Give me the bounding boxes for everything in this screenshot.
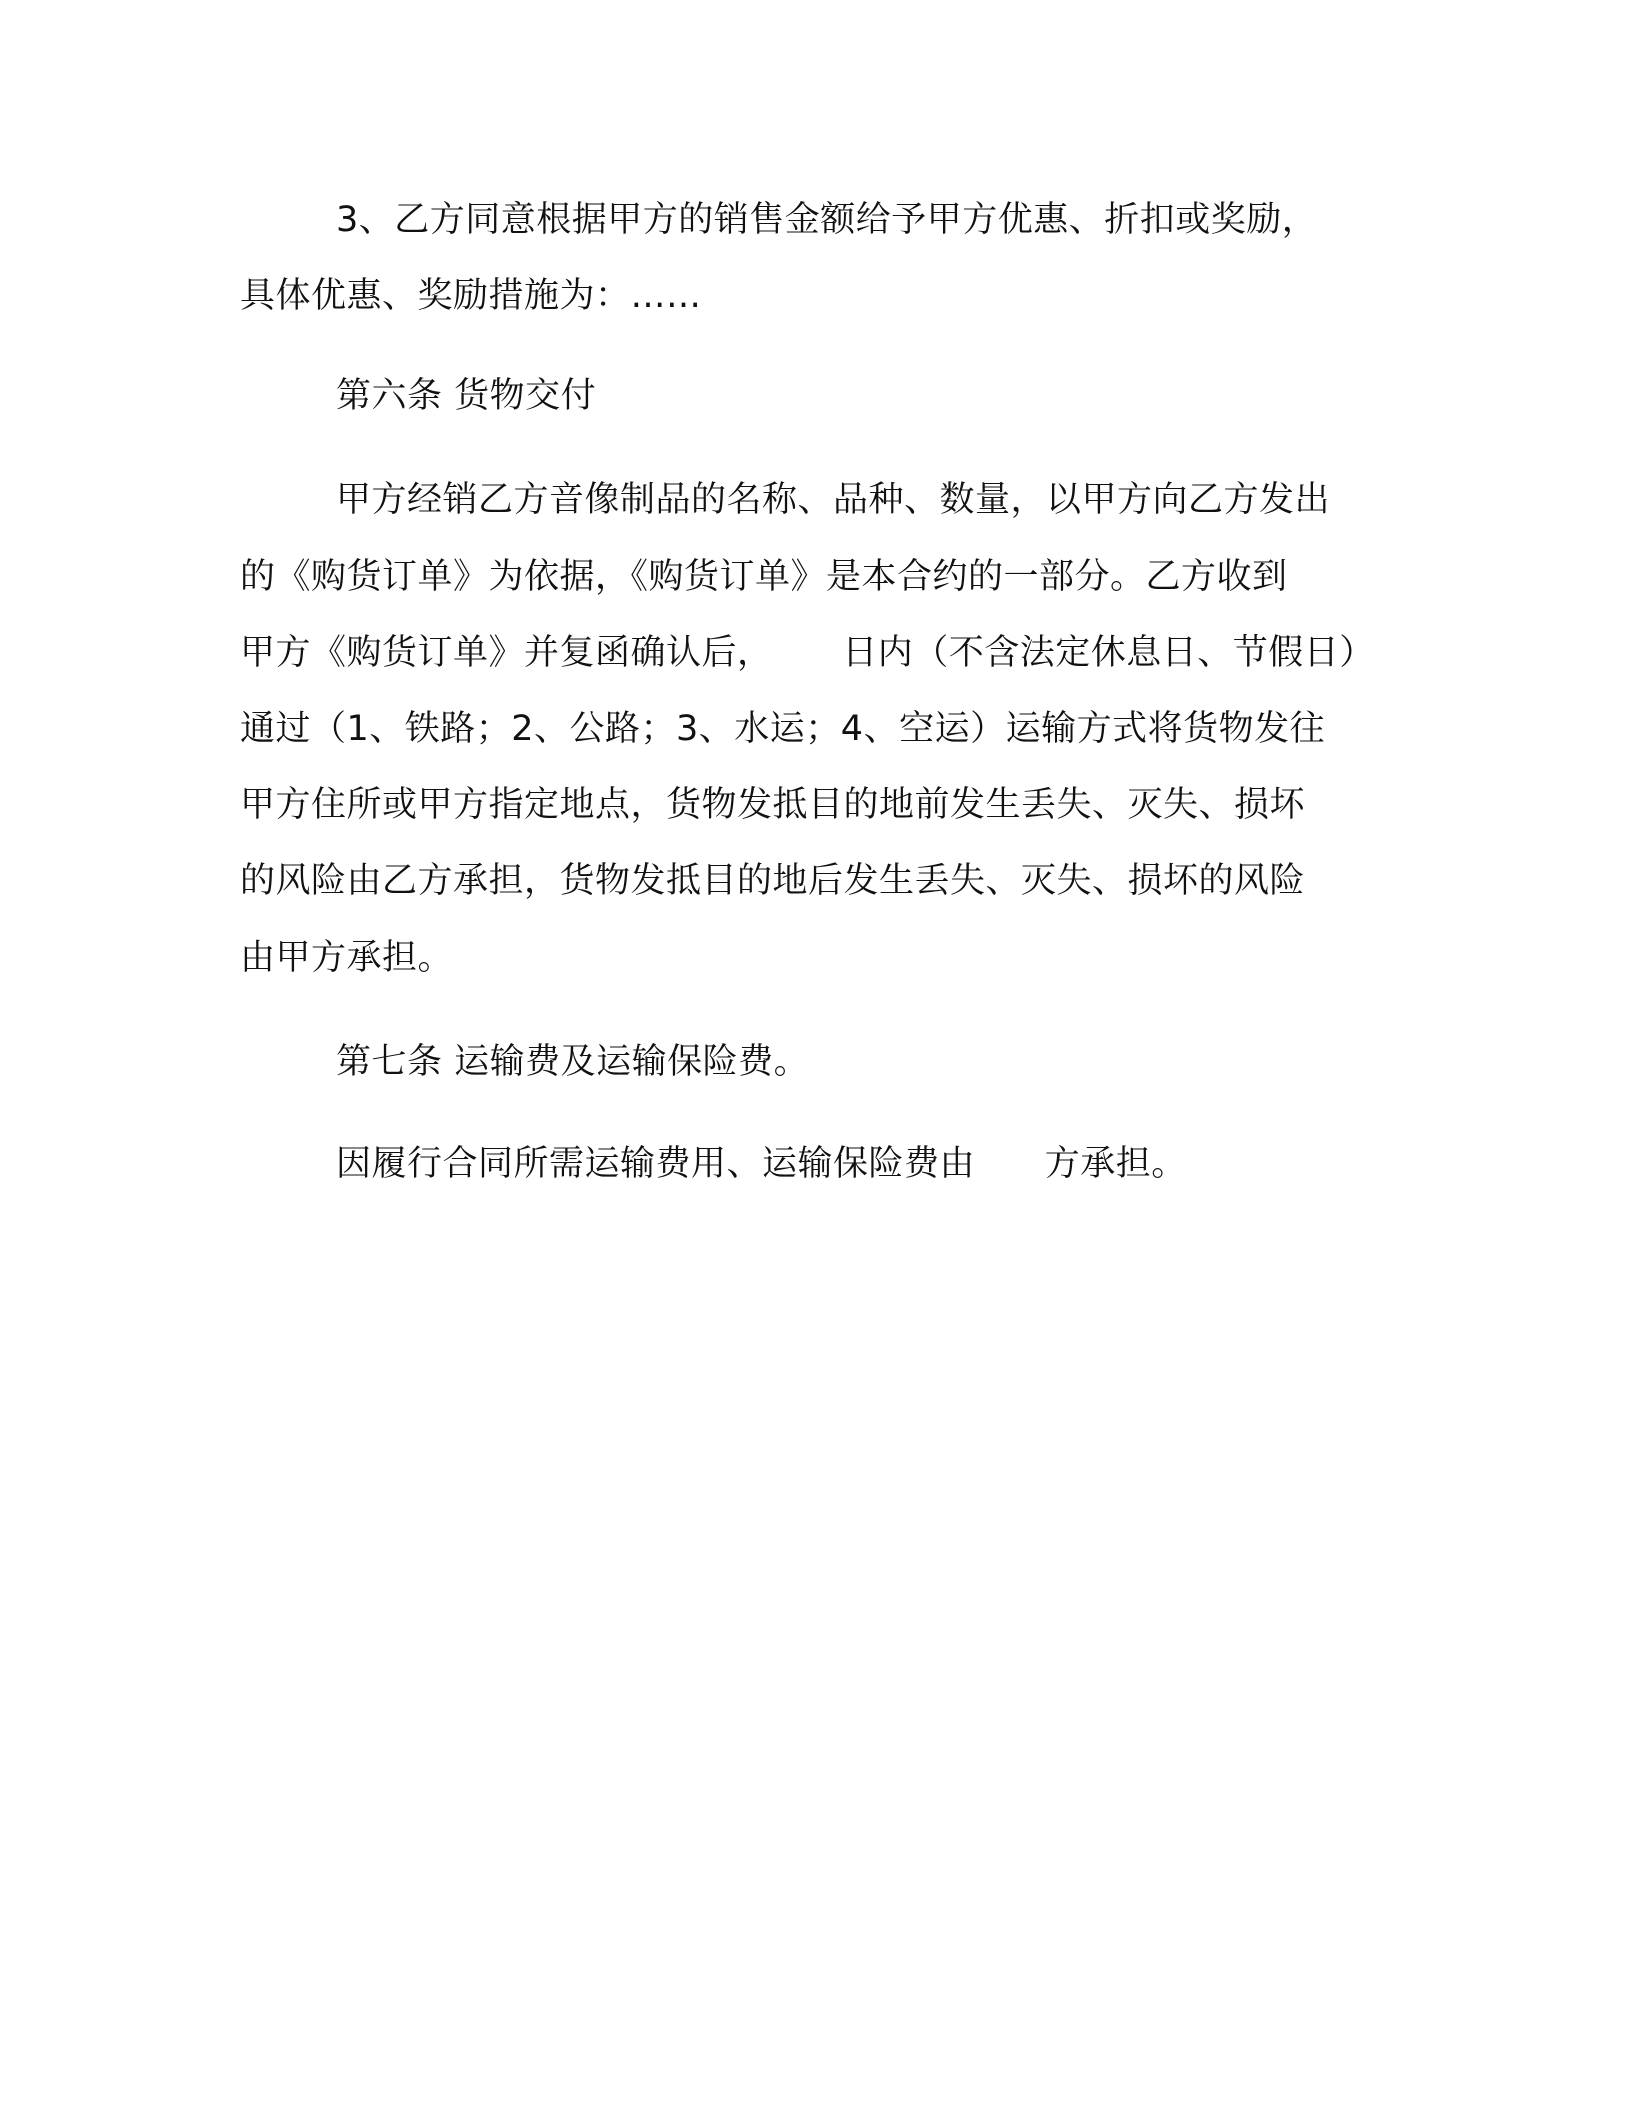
article-7-heading: 第七条 运输费及运输保险费。: [336, 1042, 810, 1082]
article-6-heading: 第六条 货物交付: [336, 376, 597, 416]
article-6-paragraph-line-1: 甲方经销乙方音像制品的名称、品种、数量，以甲方向乙方发出: [336, 480, 1331, 520]
article-6-paragraph-line-2: 的《购货订单》为依据，《购货订单》是本合约的一部分。乙方收到: [240, 557, 1288, 597]
article-6-paragraph-line-7: 由甲方承担。: [240, 938, 454, 978]
clause-5-item-3-line-2: 具体优惠、奖励措施为：……: [240, 276, 702, 316]
article-6-paragraph-line-5: 甲方住所或甲方指定地点，货物发抵目的地前发生丢失、灭失、损坏: [240, 785, 1306, 825]
article-7-paragraph: 因履行合同所需运输费用、运输保险费由 方承担。: [336, 1144, 1187, 1184]
clause-5-item-3-line-1: 3、乙方同意根据甲方的销售金额给予甲方优惠、折扣或奖励，: [336, 200, 1318, 240]
article-6-paragraph-line-3: 甲方《购货订单》并复函确认后， 日内（不含法定休息日、节假日）: [240, 633, 1375, 673]
article-6-paragraph-line-4: 通过（1、铁路；2、公路；3、水运；4、空运）运输方式将货物发往: [240, 709, 1326, 749]
article-6-paragraph-line-6: 的风险由乙方承担，货物发抵目的地后发生丢失、灭失、损坏的风险: [240, 861, 1306, 901]
